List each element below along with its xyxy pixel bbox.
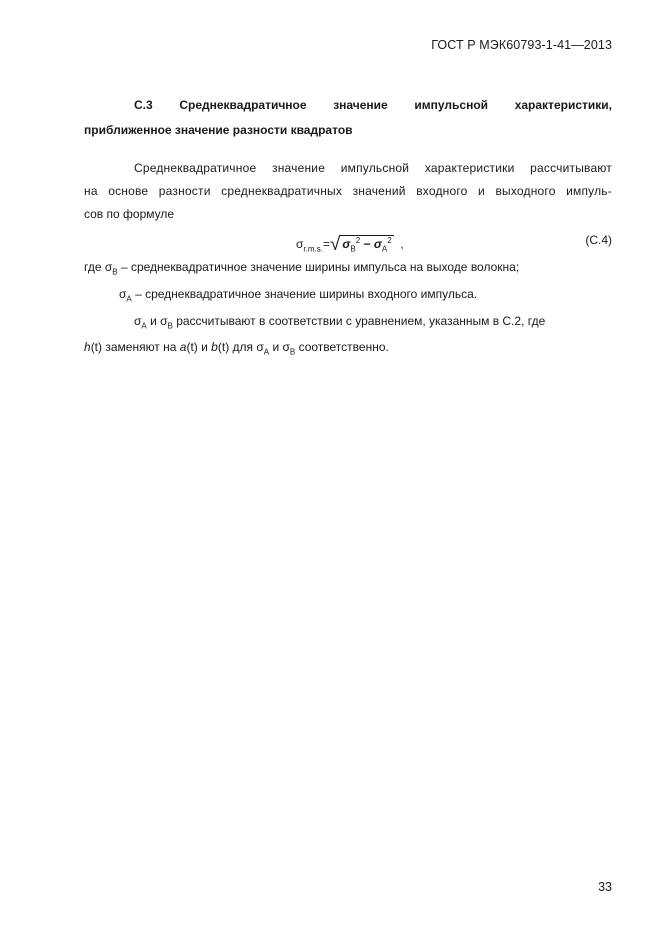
word: выходного [495,184,556,198]
symbol-subscript: B [167,321,173,331]
word: импульсной [340,161,410,175]
var-h: h [84,340,91,354]
definition-text: – среднеквадратичное значение ширины входного импульса. [131,287,478,301]
formula [296,232,404,254]
word: входного [416,184,468,198]
word: на [84,184,98,198]
formula-radicand [340,235,393,253]
formula-minus: − [360,237,374,251]
word: и [478,184,485,198]
where-line-a [119,287,477,303]
where-line-b [84,260,519,276]
symbol-sigma: σ [134,314,142,328]
section-number: С.3 [134,98,153,112]
paragraph-line [84,180,612,203]
section-title-word: значение [333,98,388,112]
word: значение [272,161,326,175]
word: импуль- [566,184,612,198]
symbol-subscript: B [289,347,296,357]
symbol-subscript: B [112,267,118,277]
word: значений [352,184,406,198]
conjunction-text: и σ [146,314,168,328]
paragraph-line [84,157,612,180]
formula-equals: = [322,237,330,251]
section-title-word: характеристики, [514,98,612,112]
term-subscript: B [350,244,356,254]
word: разности [158,184,211,198]
term-sigma-a: σ [373,237,382,251]
body-paragraph [84,157,612,226]
definition-text: – среднеквадратичное значение ширины импульса на выходе волокна; [117,260,520,274]
formula-lhs-subscript: r.m.s. [303,244,323,254]
note-text: соответственно. [295,340,389,354]
formula-comma: , [400,237,404,251]
var-arg: (t) [90,340,103,354]
formula-lhs-symbol: σ [296,237,304,251]
var-a: a [179,340,187,354]
symbol-subscript: A [263,347,270,357]
conjunction-text: и σ [269,340,290,354]
symbol-subscript: A [126,294,132,304]
symbol-sigma: σ [119,287,127,301]
word: рассчитывают [530,161,612,175]
term-subscript: A [381,244,388,254]
document-header: ГОСТ Р МЭК60793-1-41—2013 [431,38,612,52]
term-exponent: 2 [355,236,361,245]
symbol-subscript: A [141,321,147,331]
term-exponent: 2 [387,236,392,245]
note-text: рассчитывают в соответствии с уравнением, указанным в С.2, где [172,314,546,328]
section-title-line2: приближенное значение разности квадратов [84,123,353,137]
word: характеристики [424,161,515,175]
note-text: заменяют на [102,340,180,354]
term-sigma-b: σ [342,237,351,251]
calc-note-line1 [134,314,545,330]
sqrt-symbol: √ [329,234,341,255]
section-heading [84,93,612,143]
where-prefix: где σ [84,260,113,274]
note-text: для σ [229,340,264,354]
page-number: 33 [598,880,612,894]
word: основе [108,184,149,198]
word: Среднеквадратичное [134,161,257,175]
calc-note-line2 [84,340,389,356]
paragraph-line: сов по формуле [84,207,175,221]
section-title-word: импульсной [414,98,489,112]
conjunction-text: и [197,340,212,354]
equation-number: (С.4) [585,233,612,247]
var-arg: (t) [186,340,198,354]
section-title-word: Среднеквадратичное [179,98,307,112]
var-arg: (t) [217,340,230,354]
word: среднеквадратичных [221,184,343,198]
var-b: b [211,340,218,354]
